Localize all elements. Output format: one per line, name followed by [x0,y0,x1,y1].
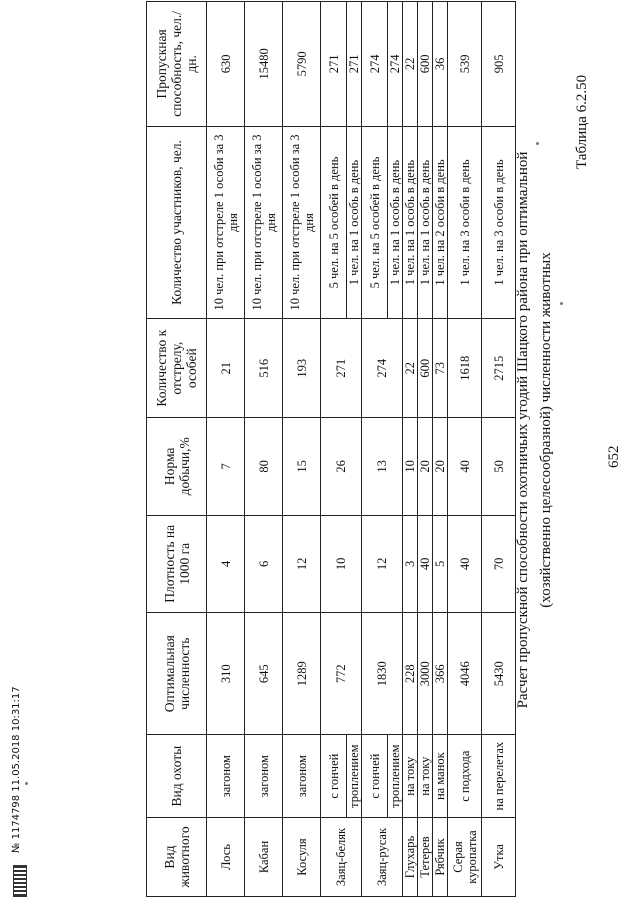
document-stamp [1,597,31,897]
cell-participants: 1 чел. на 3 особи в день [482,126,516,319]
cell-optimal: 772 [321,613,362,735]
cell-capacity: 905 [482,2,516,127]
scan-speck [25,782,28,785]
cell-quota: 516 [245,319,283,418]
cell-density: 10 [321,515,362,613]
cell-hunt: загоном [245,735,283,818]
cell-animal: Рябчик [433,818,448,897]
cell-quota: 2715 [482,319,516,418]
cell-animal: Серая куропатка [448,818,482,897]
cell-optimal: 5430 [482,613,516,735]
cell-participants: 1 чел. на 2 особи в день [433,126,448,319]
cell-hunt: загоном [207,735,245,818]
scan-speck [536,142,539,145]
table-row [433,2,448,897]
cell-animal: Лось [207,818,245,897]
cell-quota: 600 [418,319,433,418]
capacity-table-container [146,1,506,897]
header-density: Плотность на 1000 га [147,515,207,613]
table-label: Таблица 6.2.50 [574,74,590,169]
cell-quota: 193 [283,319,321,418]
title-line-1: Расчет пропускной способности охотничьих угодий Шацкого района при оптимальной [515,151,531,709]
table-row [245,2,283,897]
cell-norm: 7 [207,418,245,516]
cell-optimal: 3000 [418,613,433,735]
cell-density: 12 [283,515,321,613]
cell-hunt: с гончей [321,735,347,818]
cell-animal: Утка [482,818,516,897]
cell-optimal: 1830 [362,613,403,735]
cell-animal: Кабан [245,818,283,897]
cell-optimal: 228 [403,613,418,735]
document-title [512,15,558,845]
cell-animal: Заяц-беляк [321,818,362,897]
cell-quota: 1618 [448,319,482,418]
cell-norm: 13 [362,418,403,516]
cell-hunt: на манок [433,735,448,818]
title-line-2: (хозяйственно целесообразной) численности животных [538,252,554,608]
header-row [147,2,207,897]
cell-hunt: на току [418,735,433,818]
barcode-icon [13,865,27,897]
cell-hunt: с гончей [362,735,388,818]
cell-density: 70 [482,515,516,613]
cell-norm: 20 [418,418,433,516]
header-participants: Количество участников, чел. [147,126,207,319]
cell-density: 6 [245,515,283,613]
table-row [283,2,321,897]
cell-participants: 1 чел. на 1 особь в день [403,126,418,319]
table-row [403,2,418,897]
stamp-text: № 1174798 11.05.2018 10:31:17 [11,686,22,853]
cell-norm: 40 [448,418,482,516]
cell-capacity: 600 [418,2,433,127]
cell-quota: 274 [362,319,403,418]
cell-capacity: 22 [403,2,418,127]
cell-optimal: 645 [245,613,283,735]
cell-density: 12 [362,515,403,613]
cell-capacity: 274 [362,2,388,127]
cell-capacity: 36 [433,2,448,127]
cell-capacity: 15480 [245,2,283,127]
header-hunt-type: Вид охоты [147,735,207,818]
table-row [448,2,482,897]
cell-density: 4 [207,515,245,613]
cell-norm: 10 [403,418,418,516]
cell-participants: 1 чел. на 1 особь в день [418,126,433,319]
table-row [418,2,433,897]
cell-participants: 1 чел. на 1 особь в день [347,126,362,319]
cell-hunt: с подхода [448,735,482,818]
header-optimal: Оптимальная численность [147,613,207,735]
cell-optimal: 310 [207,613,245,735]
cell-animal: Тетерев [418,818,433,897]
cell-hunt: троплением [347,735,362,818]
cell-norm: 15 [283,418,321,516]
cell-participants: 10 чел. при отстреле 1 особи за 3 дня [283,126,321,319]
header-norm: Норма добычи,% [147,418,207,516]
cell-norm: 26 [321,418,362,516]
cell-participants: 10 чел. при отстреле 1 особи за 3 дня [207,126,245,319]
cell-quota: 271 [321,319,362,418]
cell-capacity: 630 [207,2,245,127]
cell-participants: 1 чел. на 3 особи в день [448,126,482,319]
cell-density: 5 [433,515,448,613]
cell-participants: 5 чел. на 5 особей в день [362,126,388,319]
cell-capacity: 271 [347,2,362,127]
cell-participants: 10 чел. при отстреле 1 особи за 3 дня [245,126,283,319]
cell-quota: 73 [433,319,448,418]
cell-norm: 50 [482,418,516,516]
cell-density: 40 [448,515,482,613]
cell-capacity: 274 [388,2,403,127]
cell-quota: 22 [403,319,418,418]
capacity-table [146,1,516,897]
cell-hunt: на току [403,735,418,818]
cell-hunt: загоном [283,735,321,818]
cell-capacity: 271 [321,2,347,127]
table-row [207,2,245,897]
cell-norm: 20 [433,418,448,516]
cell-quota: 21 [207,319,245,418]
cell-optimal: 1289 [283,613,321,735]
cell-hunt: на перелетах [482,735,516,818]
cell-animal: Косуля [283,818,321,897]
cell-participants: 5 чел. на 5 особей в день [321,126,347,319]
table-row [321,2,347,897]
cell-optimal: 4046 [448,613,482,735]
page-number: 652 [606,445,622,468]
cell-norm: 80 [245,418,283,516]
cell-density: 3 [403,515,418,613]
table-row [362,2,388,897]
cell-participants: 1 чел. на 1 особь в день [388,126,403,319]
cell-capacity: 539 [448,2,482,127]
header-capacity: Пропускная способность, чел./дн. [147,2,207,127]
header-quota: Количество к отстрелу, особей [147,319,207,418]
cell-density: 40 [418,515,433,613]
scan-speck [560,302,563,305]
cell-optimal: 366 [433,613,448,735]
header-animal: Вид животного [147,818,207,897]
cell-animal: Глухарь [403,818,418,897]
table-row [482,2,516,897]
cell-animal: Заяц-русак [362,818,403,897]
cell-capacity: 5790 [283,2,321,127]
cell-hunt: троплением [388,735,403,818]
